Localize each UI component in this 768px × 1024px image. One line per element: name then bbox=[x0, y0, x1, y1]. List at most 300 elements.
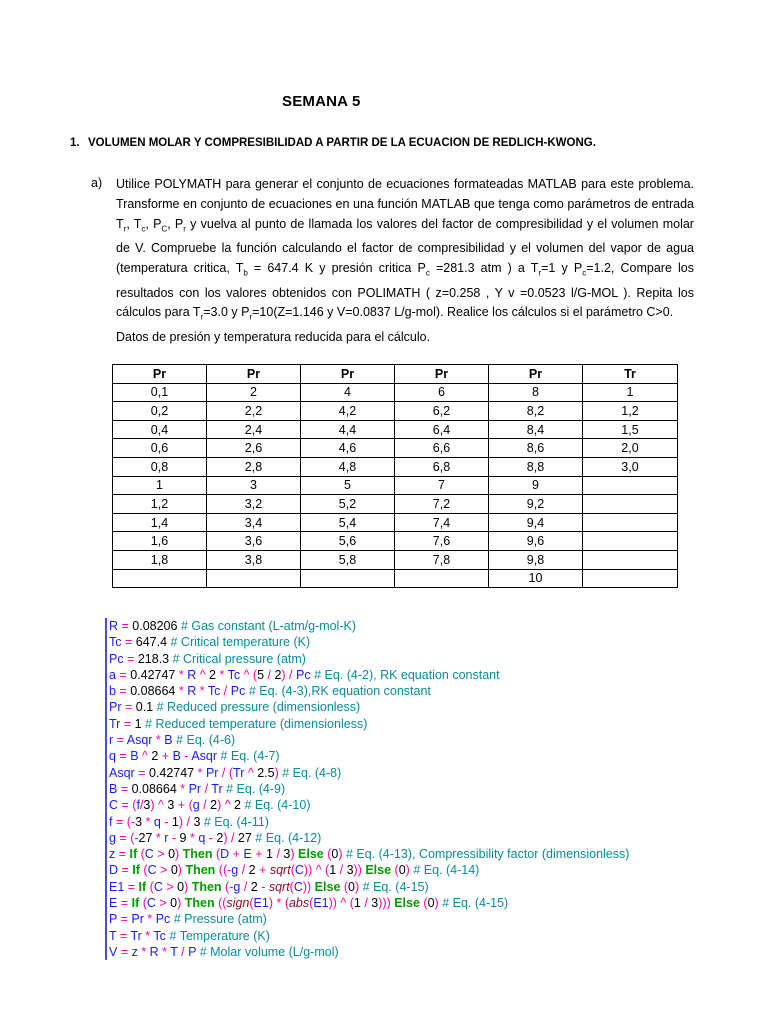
page-title: SEMANA 5 bbox=[282, 93, 361, 110]
code-token: / bbox=[264, 667, 275, 682]
code-token: = bbox=[123, 651, 138, 666]
code-token: Pc bbox=[109, 651, 124, 666]
code-line bbox=[109, 928, 629, 944]
code-token: Tr bbox=[109, 716, 121, 731]
code-token: ^ bbox=[138, 749, 152, 764]
code-token: - bbox=[257, 879, 269, 894]
code-token: - bbox=[160, 814, 172, 829]
table-cell: 5,2 bbox=[301, 495, 395, 514]
code-token: Then bbox=[188, 879, 226, 894]
code-token: Tc bbox=[109, 635, 122, 650]
code-token: / bbox=[240, 879, 251, 894]
code-token: Pc bbox=[296, 667, 311, 682]
table-cell: 1,6 bbox=[113, 532, 207, 551]
code-token: * bbox=[176, 781, 189, 796]
code-token: / bbox=[177, 944, 189, 959]
code-token: = bbox=[118, 619, 133, 633]
code-token: Pr bbox=[205, 765, 219, 780]
code-token: Else bbox=[311, 879, 344, 894]
code-token: / bbox=[201, 781, 212, 796]
code-token: = bbox=[118, 863, 133, 878]
code-token: E1 bbox=[253, 896, 269, 911]
code-token: C bbox=[153, 879, 163, 894]
table-cell: 2,4 bbox=[207, 420, 301, 439]
column-header: Tr bbox=[583, 365, 678, 384]
code-token: Then bbox=[181, 896, 219, 911]
code-token: + bbox=[251, 847, 267, 862]
code-token: P bbox=[188, 944, 197, 959]
table-cell: 5,4 bbox=[301, 513, 395, 532]
code-token: = bbox=[116, 928, 131, 943]
code-token: C bbox=[293, 879, 303, 894]
code-token: ( bbox=[327, 847, 332, 862]
table-cell: 1 bbox=[583, 383, 678, 402]
code-token: > bbox=[162, 879, 178, 894]
code-token: E bbox=[243, 847, 252, 862]
table-cell bbox=[207, 569, 301, 588]
table-cell bbox=[583, 569, 678, 588]
code-token: ( bbox=[423, 896, 428, 911]
table-cell bbox=[301, 569, 395, 588]
code-token: 27 bbox=[138, 830, 153, 845]
code-token: sqrt bbox=[268, 879, 290, 894]
code-token: ^ bbox=[244, 765, 258, 780]
code-token: ) bbox=[177, 863, 182, 878]
code-token: abs bbox=[288, 896, 310, 911]
table-cell: 3,6 bbox=[207, 532, 301, 551]
code-token: If bbox=[132, 863, 144, 878]
code-token: / bbox=[273, 847, 284, 862]
table-cell: 8,6 bbox=[489, 439, 583, 458]
code-token: R bbox=[187, 684, 197, 699]
code-token: C bbox=[146, 896, 156, 911]
code-token: 5 bbox=[257, 667, 265, 682]
code-line bbox=[109, 879, 629, 895]
code-token: / bbox=[218, 765, 229, 780]
code-token: 218.3 bbox=[137, 651, 170, 666]
code-token: > bbox=[156, 863, 171, 878]
table-row bbox=[113, 569, 678, 588]
code-token: * bbox=[194, 765, 206, 780]
code-token: 3 bbox=[346, 863, 354, 878]
code-token: E1 bbox=[109, 879, 125, 894]
code-token: ) bbox=[178, 814, 184, 829]
code-token: ) bbox=[405, 863, 410, 878]
code-token: 2 bbox=[151, 749, 159, 764]
code-token: Pr bbox=[188, 781, 202, 796]
table-cell: 1,2 bbox=[113, 495, 207, 514]
code-token: - bbox=[130, 814, 136, 829]
code-token: / bbox=[285, 667, 296, 682]
code-line bbox=[109, 716, 629, 732]
code-token: * bbox=[143, 912, 156, 927]
code-token: ( bbox=[143, 863, 148, 878]
code-token: * bbox=[142, 814, 154, 829]
code-token: ) bbox=[434, 896, 439, 911]
code-token: * bbox=[152, 830, 165, 845]
code-token: 0.1 bbox=[135, 700, 154, 715]
table-cell bbox=[583, 495, 678, 514]
code-token: R bbox=[187, 667, 197, 682]
code-token: Else bbox=[361, 863, 395, 878]
code-token: - bbox=[229, 879, 234, 894]
code-token: / bbox=[199, 798, 211, 813]
code-token: R bbox=[109, 619, 119, 633]
code-line bbox=[109, 846, 629, 862]
code-token: Else bbox=[390, 896, 424, 911]
table-cell bbox=[583, 513, 678, 532]
code-token: Tr bbox=[233, 765, 245, 780]
code-token: g bbox=[231, 863, 239, 878]
code-token: D bbox=[220, 847, 230, 862]
code-token: ) bbox=[355, 879, 360, 894]
code-token: ( bbox=[289, 879, 294, 894]
code-token: / bbox=[220, 684, 231, 699]
code-token: sign bbox=[226, 896, 250, 911]
table-cell: 6,2 bbox=[395, 402, 489, 421]
code-token: 3 bbox=[135, 814, 143, 829]
code-token: 0.08206 bbox=[132, 619, 178, 633]
table-cell: 9,4 bbox=[489, 513, 583, 532]
code-token: * bbox=[186, 830, 199, 845]
table-cell: 1 bbox=[113, 476, 207, 495]
code-token: ) bbox=[281, 667, 286, 682]
code-token: # Eq. (4-10) bbox=[241, 798, 311, 813]
code-token: 2 bbox=[210, 798, 218, 813]
code-token: C bbox=[144, 847, 154, 862]
table-cell: 1,2 bbox=[583, 402, 678, 421]
table-cell: 9,8 bbox=[489, 550, 583, 569]
code-token: 3 bbox=[167, 798, 175, 813]
code-token: E1 bbox=[313, 896, 329, 911]
table-row bbox=[113, 420, 678, 439]
section-number: 1. bbox=[70, 137, 80, 149]
section-title: VOLUMEN MOLAR Y COMPRESIBILIDAD A PARTIR DE LA ECUACION DE REDLICH-KWONG. bbox=[88, 137, 596, 149]
code-line bbox=[109, 683, 629, 699]
table-cell: 3,4 bbox=[207, 513, 301, 532]
code-token: r bbox=[109, 733, 114, 748]
code-token: ( bbox=[325, 863, 330, 878]
code-token: 647.4 bbox=[135, 635, 168, 650]
code-token: ) bbox=[217, 798, 222, 813]
table-cell: 7,4 bbox=[395, 513, 489, 532]
code-token: ) bbox=[150, 798, 155, 813]
code-token: # Eq. (4-6) bbox=[172, 733, 236, 748]
column-header: Pr bbox=[489, 365, 583, 384]
code-line bbox=[109, 634, 629, 650]
code-token: Pc bbox=[230, 684, 246, 699]
code-token: * bbox=[175, 684, 188, 699]
table-cell: 7,8 bbox=[395, 550, 489, 569]
code-token: # Critical pressure (atm) bbox=[169, 651, 306, 666]
code-token: Asqr bbox=[109, 765, 135, 780]
code-token: Tr bbox=[130, 928, 142, 943]
table-cell: 8 bbox=[489, 383, 583, 402]
code-token: = bbox=[115, 684, 131, 699]
code-token: / bbox=[360, 896, 372, 911]
code-token: ( bbox=[216, 847, 221, 862]
table-cell: 5,6 bbox=[301, 532, 395, 551]
code-token: # Critical temperature (K) bbox=[167, 635, 311, 650]
column-header: Pr bbox=[113, 365, 207, 384]
table-cell: 6,8 bbox=[395, 457, 489, 476]
code-token: ( bbox=[252, 667, 258, 682]
code-token: Pr bbox=[109, 700, 122, 715]
code-token: V bbox=[109, 944, 118, 959]
code-line bbox=[109, 781, 629, 797]
code-token: ) bbox=[338, 847, 343, 862]
code-token: B bbox=[109, 781, 118, 796]
code-token: f bbox=[109, 814, 113, 829]
code-token: 0 bbox=[168, 847, 176, 862]
table-cell: 2,0 bbox=[583, 439, 678, 458]
code-token: * bbox=[196, 684, 208, 699]
table-cell: 6 bbox=[395, 383, 489, 402]
code-line bbox=[109, 797, 629, 813]
code-token: - bbox=[180, 749, 192, 764]
table-cell: 8,2 bbox=[489, 402, 583, 421]
table-cell bbox=[113, 569, 207, 588]
code-token: Pc bbox=[155, 912, 171, 927]
code-line bbox=[109, 944, 629, 960]
code-token: = bbox=[112, 814, 127, 829]
code-token: q bbox=[109, 749, 116, 764]
code-token: 0 bbox=[427, 896, 435, 911]
code-token: - bbox=[134, 830, 139, 845]
code-token: 2 bbox=[216, 830, 224, 845]
code-token: B bbox=[164, 733, 173, 748]
code-token: + bbox=[174, 798, 189, 813]
code-token: Tc bbox=[207, 684, 221, 699]
code-token: * bbox=[175, 667, 188, 682]
code-token: 3 bbox=[371, 896, 379, 911]
code-token: If bbox=[131, 896, 143, 911]
code-token: (( bbox=[218, 896, 227, 911]
code-line bbox=[109, 911, 629, 927]
code-token: # Eq. (4-7) bbox=[217, 749, 280, 764]
code-token: 0 bbox=[170, 863, 178, 878]
table-cell: 3,2 bbox=[207, 495, 301, 514]
code-token: 1 bbox=[171, 814, 179, 829]
table-cell: 5,8 bbox=[301, 550, 395, 569]
code-token: Pr bbox=[131, 912, 144, 927]
code-token: + bbox=[229, 847, 244, 862]
code-token: = bbox=[134, 765, 149, 780]
table-cell: 1,4 bbox=[113, 513, 207, 532]
code-token: / bbox=[139, 798, 144, 813]
code-token: ( bbox=[284, 896, 289, 911]
code-token: * bbox=[216, 667, 228, 682]
code-line bbox=[109, 699, 629, 715]
code-token: # Gas constant (L-atm/g-mol-K) bbox=[177, 619, 356, 633]
code-token: 0.08664 bbox=[130, 684, 176, 699]
code-token: E bbox=[109, 896, 118, 911]
code-token: ( bbox=[290, 863, 295, 878]
table-cell: 2,6 bbox=[207, 439, 301, 458]
code-token: # Pressure (atm) bbox=[170, 912, 267, 927]
table-cell: 5 bbox=[301, 476, 395, 495]
table-cell: 1,5 bbox=[583, 420, 678, 439]
table-cell: 2,8 bbox=[207, 457, 301, 476]
code-token: Tr bbox=[211, 781, 223, 796]
code-token: = bbox=[117, 896, 132, 911]
code-token: + bbox=[255, 863, 270, 878]
code-token: )) bbox=[328, 896, 337, 911]
code-token: ( bbox=[188, 798, 193, 813]
code-token: If bbox=[129, 847, 141, 862]
column-header: Pr bbox=[301, 365, 395, 384]
section-heading bbox=[70, 137, 596, 149]
code-token: 3 bbox=[283, 847, 291, 862]
code-token: # Eq. (4-8) bbox=[278, 765, 342, 780]
code-token: # Eq. (4-2), RK equation constant bbox=[310, 667, 500, 682]
code-token: ) bbox=[274, 765, 279, 780]
code-token: / bbox=[183, 814, 194, 829]
code-token: Else bbox=[294, 847, 328, 862]
table-cell bbox=[395, 569, 489, 588]
table-row bbox=[113, 457, 678, 476]
table-cell: 4,8 bbox=[301, 457, 395, 476]
code-token: Then bbox=[181, 863, 219, 878]
polymath-code-block bbox=[105, 618, 629, 960]
table-row bbox=[113, 532, 678, 551]
item-label: a) bbox=[91, 176, 103, 190]
code-token: g bbox=[233, 879, 241, 894]
code-token: D bbox=[109, 863, 119, 878]
code-token: ( bbox=[249, 896, 254, 911]
code-token: = bbox=[124, 879, 139, 894]
code-token: 0 bbox=[331, 847, 339, 862]
code-token: ) bbox=[268, 896, 273, 911]
code-token: / bbox=[238, 863, 249, 878]
code-token: Asqr bbox=[191, 749, 218, 764]
code-token: ^ bbox=[312, 863, 326, 878]
code-token: g bbox=[192, 798, 200, 813]
code-token: ) bbox=[184, 879, 189, 894]
code-token: ( bbox=[349, 896, 354, 911]
code-token: 9 bbox=[179, 830, 187, 845]
code-token: T bbox=[170, 944, 178, 959]
table-body bbox=[113, 383, 678, 588]
code-token: ) bbox=[223, 830, 228, 845]
code-token: 1 bbox=[353, 896, 361, 911]
code-token: ( bbox=[394, 863, 399, 878]
code-token: * bbox=[141, 928, 154, 943]
code-token: / bbox=[227, 830, 238, 845]
code-token: ( bbox=[140, 847, 145, 862]
code-token: = bbox=[117, 944, 132, 959]
code-token: = bbox=[115, 667, 131, 682]
table-cell: 0,4 bbox=[113, 420, 207, 439]
table-cell: 9 bbox=[489, 476, 583, 495]
code-token: * bbox=[158, 944, 171, 959]
table-cell: 0,2 bbox=[113, 402, 207, 421]
code-token: ( bbox=[149, 879, 154, 894]
table-cell: 4 bbox=[301, 383, 395, 402]
code-token: # Eq. (4-13), Compressibility factor (dimensionless) bbox=[342, 847, 630, 862]
code-token: 0 bbox=[170, 896, 178, 911]
code-token: 1 bbox=[266, 847, 273, 862]
table-cell: 9,2 bbox=[489, 495, 583, 514]
code-token: ^ bbox=[240, 667, 253, 682]
code-token: 0 bbox=[348, 879, 355, 894]
code-token: > bbox=[153, 847, 169, 862]
code-token: = bbox=[117, 912, 132, 927]
code-token: * bbox=[137, 944, 150, 959]
code-token: = bbox=[113, 733, 127, 748]
code-token: 0.42747 bbox=[148, 765, 195, 780]
table-cell: 1,8 bbox=[113, 550, 207, 569]
code-token: # Eq. (4-14) bbox=[409, 863, 480, 878]
code-token: Then bbox=[179, 847, 216, 862]
code-token: = bbox=[121, 700, 136, 715]
code-token: ( bbox=[126, 814, 131, 829]
code-token: # Eq. (4-9) bbox=[222, 781, 286, 796]
code-token: 2 bbox=[274, 667, 282, 682]
table-row bbox=[113, 402, 678, 421]
code-token: 3 bbox=[193, 814, 201, 829]
code-token: 0 bbox=[398, 863, 406, 878]
table-cell bbox=[583, 532, 678, 551]
code-token: # Eq. (4-3),RK equation constant bbox=[245, 684, 431, 699]
code-token: 2 bbox=[250, 879, 258, 894]
code-token: ^ bbox=[154, 798, 168, 813]
code-token: a bbox=[109, 667, 116, 682]
table-cell: 7,2 bbox=[395, 495, 489, 514]
code-token: (( bbox=[218, 863, 228, 878]
code-token: T bbox=[109, 928, 117, 943]
table-cell: 8,8 bbox=[489, 457, 583, 476]
code-line bbox=[109, 895, 629, 911]
code-token: ) bbox=[175, 847, 180, 862]
code-token: # Reduced pressure (dimensionless) bbox=[153, 700, 361, 715]
table-row bbox=[113, 476, 678, 495]
code-token: q bbox=[153, 814, 161, 829]
code-line bbox=[109, 618, 629, 634]
code-token: g bbox=[109, 830, 116, 845]
table-cell: 10 bbox=[489, 569, 583, 588]
table-cell bbox=[583, 550, 678, 569]
code-token: P bbox=[109, 912, 118, 927]
code-token: ^ bbox=[221, 798, 235, 813]
code-token: 0.08664 bbox=[131, 781, 177, 796]
table-cell: 7 bbox=[395, 476, 489, 495]
code-token: 0 bbox=[177, 879, 185, 894]
code-token: z bbox=[109, 847, 116, 862]
code-token: Tc bbox=[227, 667, 241, 682]
problem-statement: Utilice POLYMATH para generar el conjunto de ecuaciones formateadas MATLAB para este problema. Transforme en conjunto de ecuaciones en una función MATLAB que tenga como parámetros de entrada $T_r$, $T_c$, $P_C$, $P_r$ y vuelva al punto de llamada los valores del factor de compresibilidad y el volumen molar de V. Compruebe la función calculando el factor de compresibilidad y el volumen del vapor de agua (temperatura critica, $T_b = 647.4$ K y presión critica $P_c =281.3$ atm ) a $T_r=1$ y $P_c=1.2$, Compare los resultados con los valores obtenidos con POLIMATH ( z=0.258 , Y v =0.0523 l/G-MOL ). Repita los cálculos para $T_r=3.0$ y $P_r=10(Z=1.146$ y V=0.0837 L/g-mol). Realice los cálculos si el parámetro C>0. bbox=[116, 177, 695, 322]
code-token: ( bbox=[132, 798, 137, 813]
code-token: = bbox=[115, 847, 130, 862]
code-token: R bbox=[149, 944, 159, 959]
code-token: B bbox=[172, 749, 181, 764]
table-cell bbox=[583, 476, 678, 495]
table-cell: 6,6 bbox=[395, 439, 489, 458]
table-cell: 3,0 bbox=[583, 457, 678, 476]
code-token: 2 bbox=[248, 863, 256, 878]
code-token: = bbox=[117, 781, 132, 796]
table-cell: 0,1 bbox=[113, 383, 207, 402]
code-token: = bbox=[115, 749, 131, 764]
code-line bbox=[109, 765, 629, 781]
code-token: * bbox=[152, 733, 165, 748]
code-token: z bbox=[131, 944, 138, 959]
code-token: 1 bbox=[134, 716, 142, 731]
code-token: sqrt bbox=[269, 863, 291, 878]
table-cell: 3,8 bbox=[207, 550, 301, 569]
code-line bbox=[109, 830, 629, 846]
table-row bbox=[113, 495, 678, 514]
